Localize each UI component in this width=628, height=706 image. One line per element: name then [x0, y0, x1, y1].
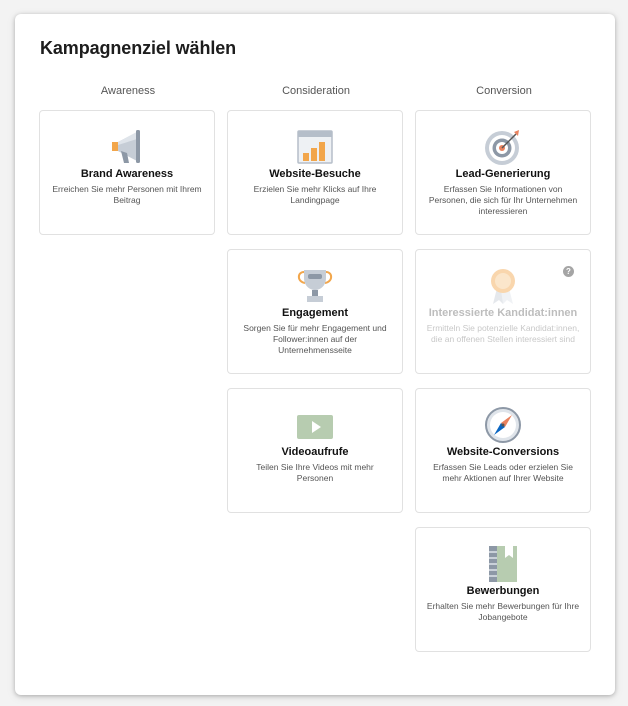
objective-card-engagement[interactable] — [227, 249, 403, 374]
objective-name: Lead-Generierung — [455, 168, 551, 180]
objective-description: Erhalten Sie mehr Bewerbungen für Ihre Jobangebote — [426, 601, 580, 622]
award-ribbon-icon — [483, 266, 523, 306]
target-icon — [483, 127, 523, 167]
objective-card-interested-candidates — [415, 249, 591, 374]
page-title: Kampagnenziel wählen — [40, 38, 237, 58]
objective-name: Website-Conversions — [446, 446, 560, 458]
campaign-objective-panel — [15, 14, 615, 695]
objective-card-website-conversions[interactable] — [415, 388, 591, 513]
objective-description: Sorgen Sie für mehr Engagement und Follower:innen auf der Unternehmensseite — [243, 323, 387, 355]
objective-card-website-visits[interactable] — [227, 110, 403, 235]
objective-card-lead-generation[interactable] — [415, 110, 591, 235]
notebook-bookmark-icon — [483, 544, 523, 584]
objective-description: Erfassen Sie Leads oder erzielen Sie mehr Aktionen auf Ihrer Website — [433, 462, 573, 483]
objective-name: Website-Besuche — [269, 168, 361, 180]
objective-description: Erreichen Sie mehr Personen mit Ihrem Beitrag — [52, 184, 202, 205]
objective-card-brand-awareness[interactable] — [39, 110, 215, 235]
objective-name: Interessierte Kandidat:innen — [428, 307, 578, 319]
column-heading-conversion: Conversion — [476, 85, 532, 97]
objective-description: Ermitteln Sie potenzielle Kandidat:innen, die an offenen Stellen interessiert sind — [426, 323, 580, 344]
megaphone-icon — [107, 127, 147, 167]
browser-chart-icon — [295, 127, 335, 167]
objective-description: Erfassen Sie Informationen von Personen, die sich für Ihr Unternehmen interessieren — [428, 184, 578, 216]
objective-name: Bewerbungen — [466, 585, 540, 597]
column-heading-awareness: Awareness — [100, 85, 156, 97]
objective-name: Videoaufrufe — [281, 446, 349, 458]
objective-description: Erzielen Sie mehr Klicks auf Ihre Landingpage — [253, 184, 377, 205]
objective-name: Engagement — [281, 307, 348, 319]
help-icon[interactable]: ? — [563, 266, 574, 277]
video-play-icon — [295, 405, 335, 445]
objective-name: Brand Awareness — [80, 168, 174, 180]
column-heading-consideration: Consideration — [282, 85, 350, 97]
trophy-icon — [295, 266, 335, 306]
compass-icon — [483, 405, 523, 445]
objective-card-job-applicants[interactable] — [415, 527, 591, 652]
objective-card-video-views[interactable] — [227, 388, 403, 513]
objective-description: Teilen Sie Ihre Videos mit mehr Personen — [256, 462, 374, 483]
